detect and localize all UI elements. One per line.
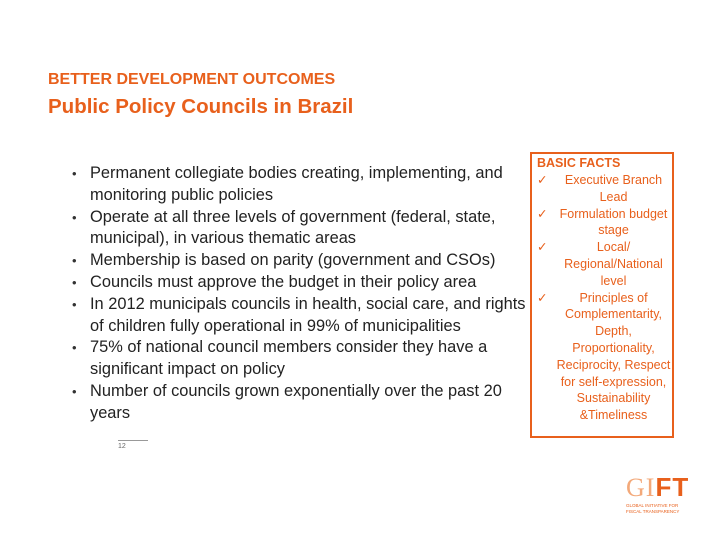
fact-text: Local/ Regional/National level <box>564 240 663 288</box>
fact-item <box>537 239 672 289</box>
fact-item <box>537 206 672 240</box>
slide-title: Public Policy Councils in Brazil <box>48 95 354 118</box>
check-icon: ✓ <box>537 240 548 255</box>
gift-logo <box>626 472 690 514</box>
check-icon: ✓ <box>537 290 548 305</box>
fact-item <box>537 172 672 206</box>
fact-item <box>537 290 672 424</box>
basic-facts-list <box>537 172 672 424</box>
slide-kicker: BETTER DEVELOPMENT OUTCOMES <box>48 71 336 88</box>
logo-mark-light: GI <box>626 473 656 502</box>
bullet-item: • Councils must approve the budget in their policy area <box>72 272 527 294</box>
bullet-item: • In 2012 municipals councils in health, social care, and rights of children fully operational in 99% of municipalities <box>72 294 527 338</box>
logo-mark <box>626 472 690 502</box>
logo-tagline: GLOBAL INITIATIVE FOR FISCAL TRANSPARENCY <box>626 503 680 514</box>
bullet-item: • Membership is based on parity (government and CSOs) <box>72 250 527 272</box>
bullet-list <box>72 163 527 425</box>
check-icon: ✓ <box>537 206 548 221</box>
check-icon: ✓ <box>537 173 548 187</box>
fact-text: Executive Branch Lead <box>564 173 663 204</box>
basic-facts-title: BASIC FACTS <box>537 156 621 170</box>
bullet-item: • 75% of national council members consider they have a significant impact on policy <box>72 337 527 381</box>
bullet-item: • Permanent collegiate bodies creating, implementing, and monitoring public policies <box>72 163 527 207</box>
fact-text: Principles of Complementarity, Depth, Proportionality, Reciprocity, Respect for self-expression, Sustainability &Timeliness <box>556 290 671 423</box>
bullet-item: • Number of councils grown exponentially over the past 20 years <box>72 381 527 425</box>
fact-text: Formulation budget stage <box>559 206 668 238</box>
logo-mark-bold: FT <box>655 472 690 502</box>
page-number: 12 <box>118 443 126 450</box>
page-rule <box>118 440 148 441</box>
bullet-item: • Operate at all three levels of government (federal, state, municipal), in various thematic areas <box>72 207 527 251</box>
